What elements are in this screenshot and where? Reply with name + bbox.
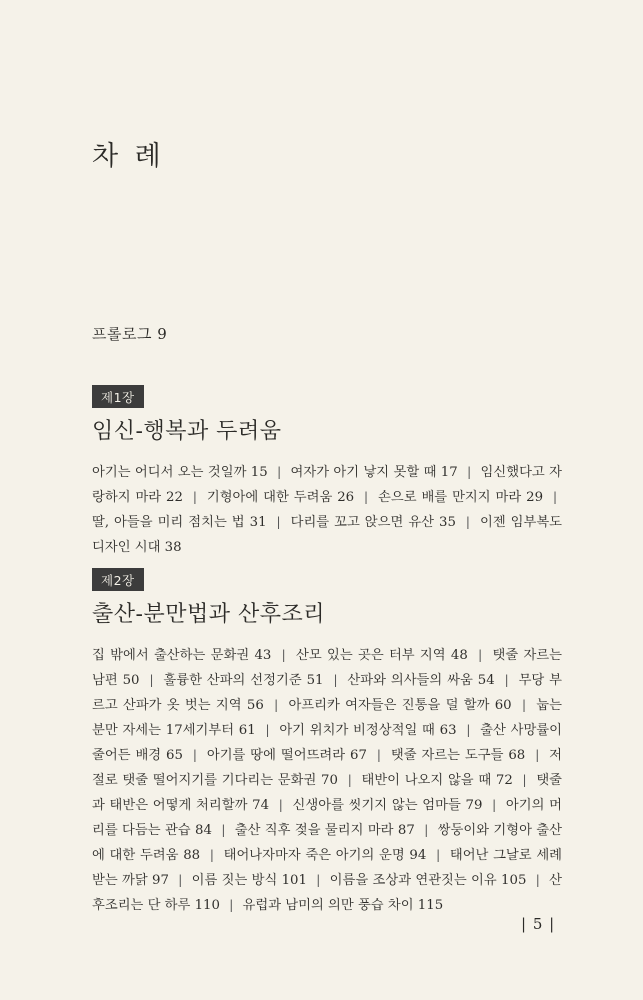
entry-separator: | [221,823,226,837]
toc-entry: 태어난 그날로 세례 받는 까닭 97 [92,848,563,888]
toc-entry: 태어나자마자 죽은 아기의 운명 94 [223,848,427,863]
toc-entry: 저절로 탯줄 떨어지기를 기다리는 문화권 70 [92,748,563,788]
entry-separator: | [209,848,214,862]
chapter-2-entries [92,643,562,918]
chapter-2-title: 출산-분만법과 산후조리 [92,602,325,627]
prologue-entry: 프롤로그 9 [92,325,168,343]
toc-entry: 태반이 나오지 않을 때 72 [361,773,513,788]
toc-entry: 신생아를 씻기지 않는 엄마들 79 [292,798,483,813]
toc-entry: 산후조리는 단 하루 110 [92,873,562,913]
entry-separator: | [149,673,154,687]
page-title: 차 례 [92,141,165,172]
toc-entry: 손으로 배를 만지지 마라 29 [378,490,544,505]
toc-entry: 산모 있는 곳은 터부 지역 48 [296,648,468,663]
entry-separator: | [504,673,509,687]
entry-separator: | [192,748,197,762]
toc-entry: 출산 사망률이 줄어든 배경 65 [92,723,562,763]
entry-separator: | [192,490,197,504]
chapter-1-badge: 제1장 [92,385,144,408]
toc-entry: 이름 짓는 방식 101 [191,873,307,888]
entry-separator: | [281,648,286,662]
toc-entry: 이젠 임부복도 디자인 시대 38 [92,515,563,555]
toc-entry: 산파와 의사들의 싸움 54 [347,673,495,688]
toc-entry: 눕는 분만 자세는 17세기부터 61 [92,698,562,738]
entry-separator: | [521,698,526,712]
toc-entry: 출산 직후 젖을 물리지 마라 87 [234,823,415,838]
entry-separator: | [492,798,497,812]
toc-entry: 딸, 아들을 미리 점치는 법 31 [92,515,267,530]
entry-separator: | [478,648,483,662]
toc-entry: 아기는 어디서 오는 것일까 15 [92,465,268,480]
entry-separator: | [376,748,381,762]
entry-separator: | [535,748,540,762]
entry-separator: | [277,465,282,479]
entry-separator: | [552,490,557,504]
toc-entry: 다리를 꼬고 앉으면 유산 35 [290,515,456,530]
toc-entry: 쌍둥이와 기형아 출산에 대한 두려움 88 [92,823,562,863]
entry-separator: | [522,773,527,787]
entry-separator: | [276,515,281,529]
entry-separator: | [535,873,540,887]
chapter-2 [92,568,562,918]
entry-separator: | [364,490,369,504]
entry-separator: | [316,873,321,887]
toc-entry: 아기 위치가 비정상적일 때 63 [279,723,457,738]
entry-separator: | [347,773,352,787]
entry-separator: | [178,873,183,887]
toc-entry: 여자가 아기 낳지 못할 때 17 [290,465,458,480]
chapter-2-badge: 제2장 [92,568,144,591]
toc-entry: 집 밖에서 출산하는 문화권 43 [92,648,272,663]
entry-separator: | [467,465,472,479]
toc-entry: 무당 부르고 산파가 옷 벗는 지역 56 [92,673,563,713]
toc-entry: 아프리카 여자들은 진통을 덜 할까 60 [288,698,512,713]
toc-entry: 탯줄 자르는 남편 50 [92,648,562,688]
toc-entry: 아기의 머리를 다듬는 관습 84 [92,798,563,838]
toc-entry: 임신했다고 자랑하지 마라 22 [92,465,562,505]
entry-separator: | [274,698,279,712]
toc-entry: 이름을 조상과 연관짓는 이유 105 [329,873,527,888]
entry-separator: | [466,723,471,737]
toc-entry: 아기를 땅에 떨어뜨려라 67 [206,748,367,763]
entry-separator: | [465,515,470,529]
toc-entry: 기형아에 대한 두려움 26 [206,490,355,505]
chapter-1-title: 임신-행복과 두려움 [92,419,282,444]
toc-entry: 탯줄 자르는 도구들 68 [390,748,526,763]
page-number: | 5 | [521,915,556,933]
entry-separator: | [333,673,338,687]
toc-entry: 훌륭한 산파의 선정기준 51 [163,673,324,688]
chapter-1 [92,385,562,560]
toc-entry: 유럽과 남미의 의만 풍습 차이 115 [242,898,444,913]
entry-separator: | [424,823,429,837]
chapter-1-entries [92,460,562,560]
entry-separator: | [278,798,283,812]
entry-separator: | [436,848,441,862]
toc-entry: 탯줄과 태반은 어떻게 처리할까 74 [92,773,563,813]
entry-separator: | [265,723,270,737]
entry-separator: | [229,898,234,912]
